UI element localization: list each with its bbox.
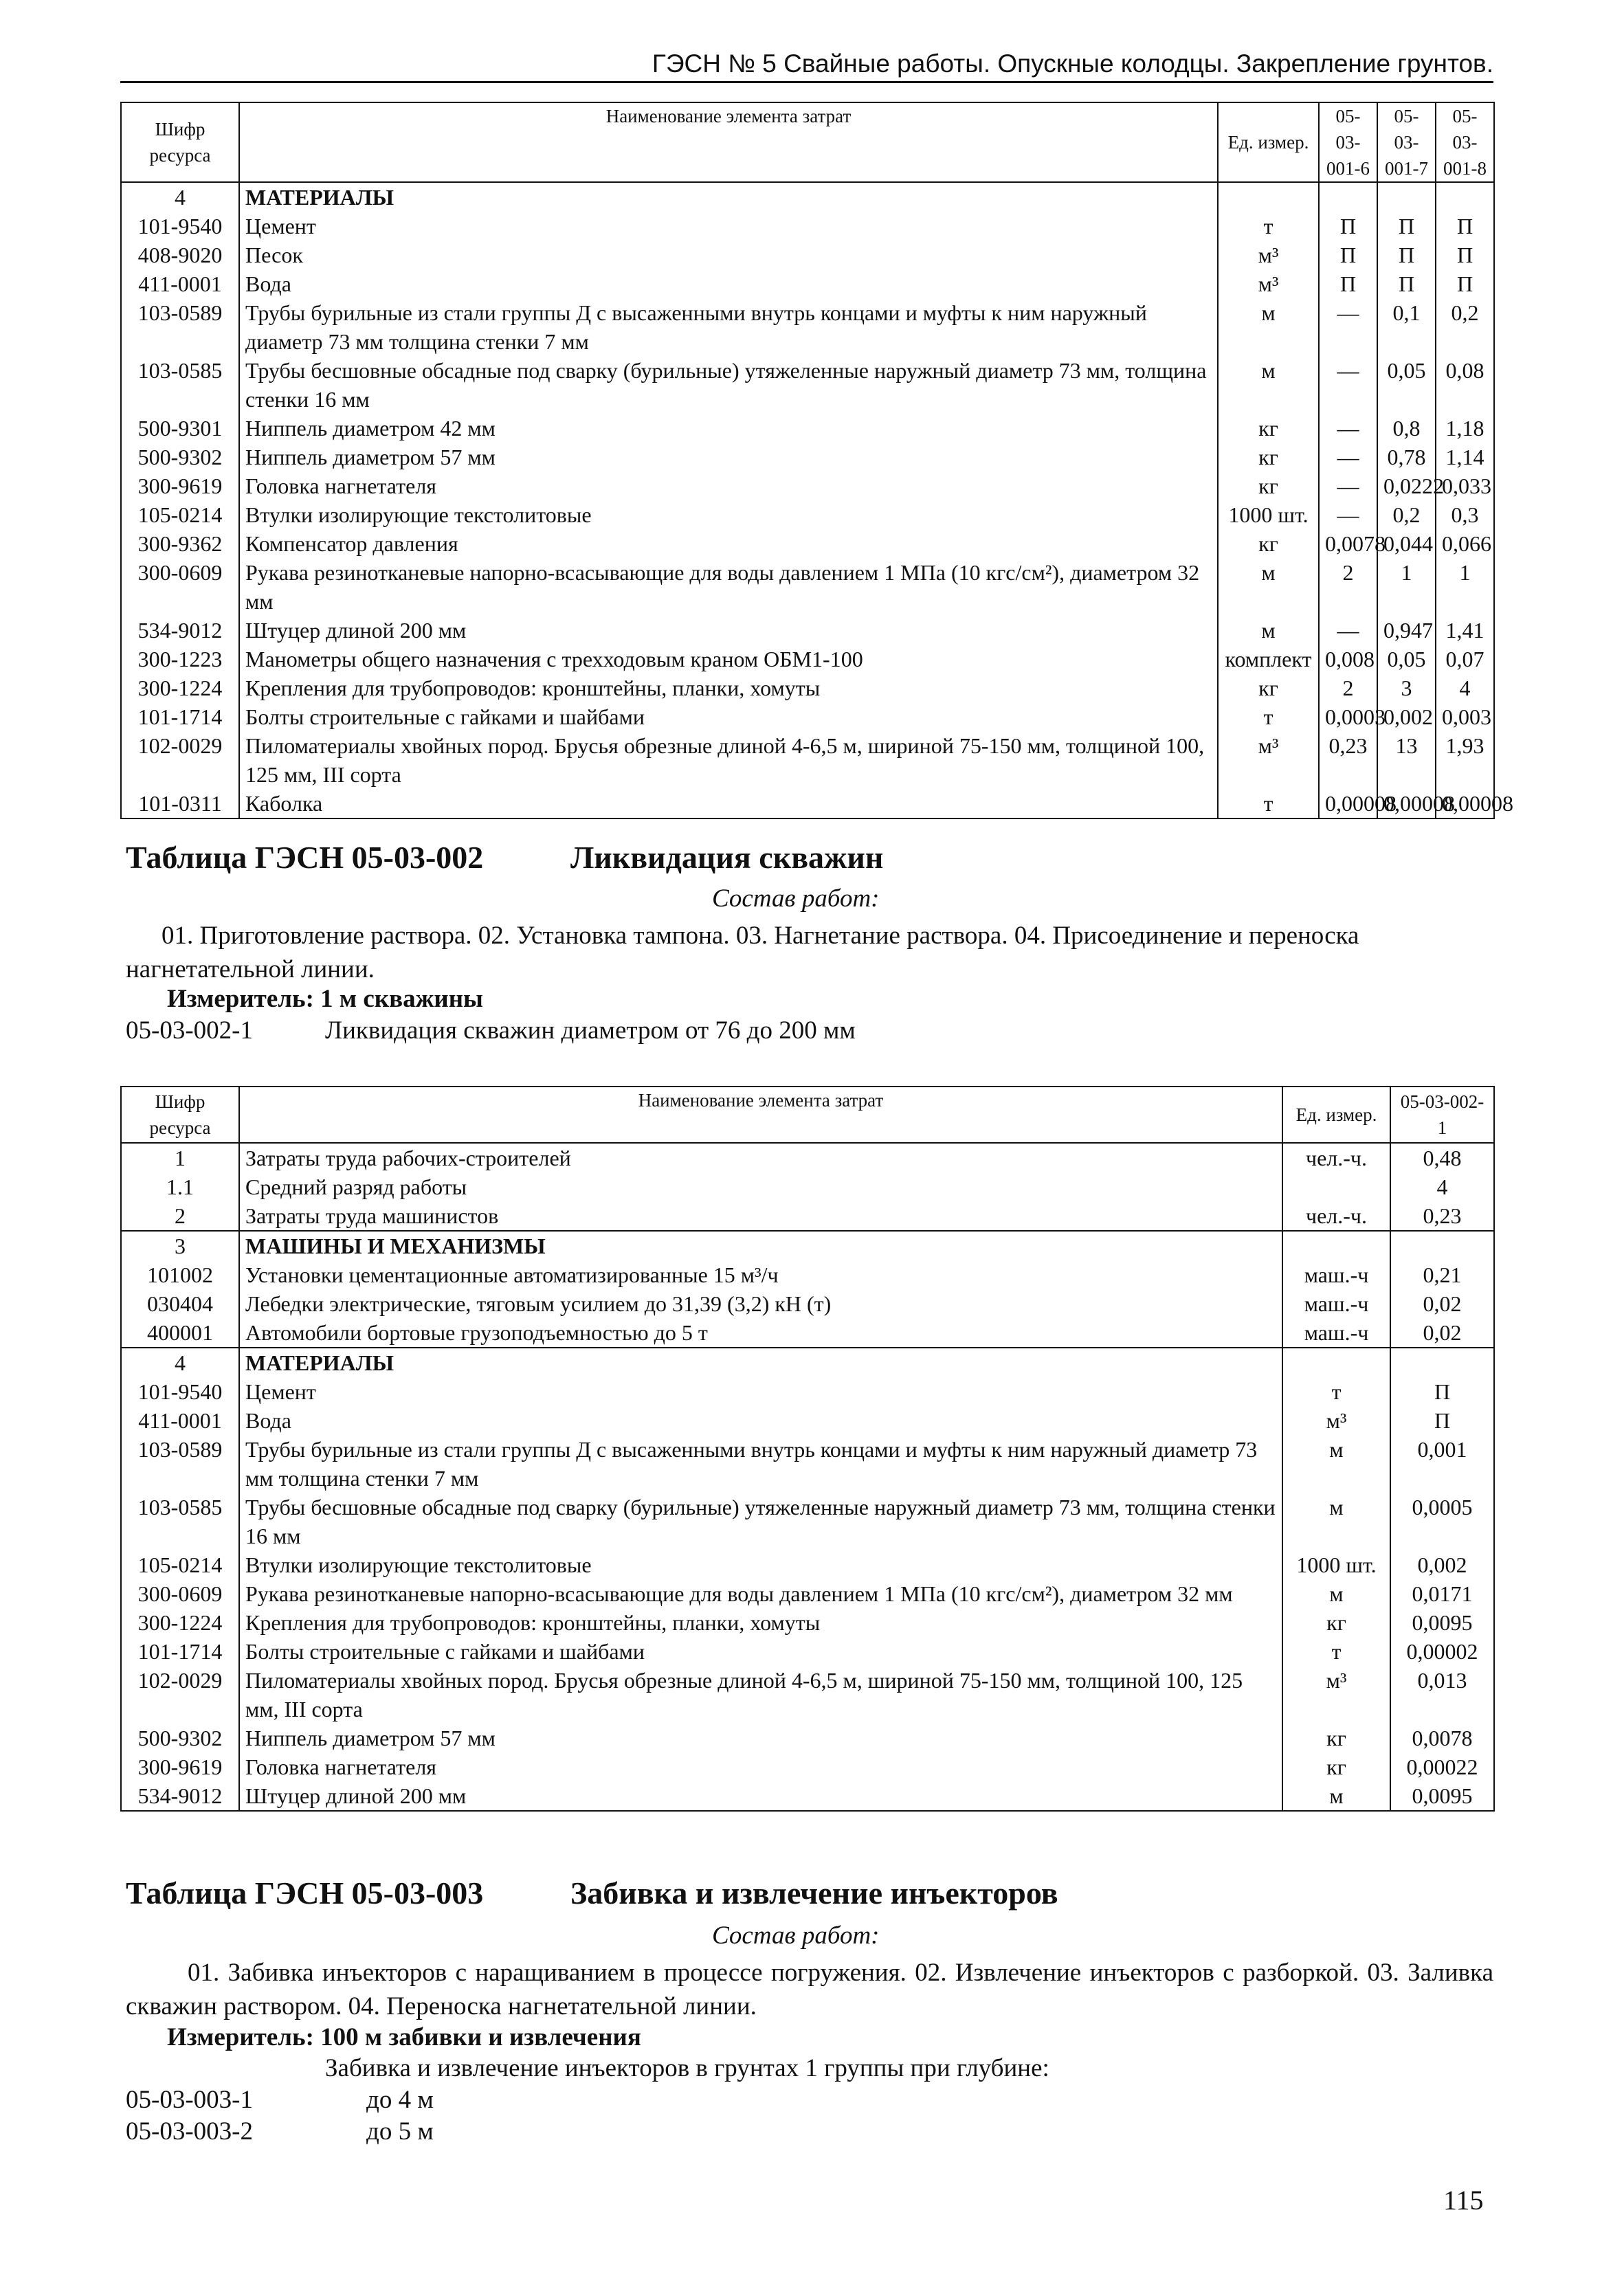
section-row <box>121 182 1494 212</box>
unit-cell: кг <box>1218 673 1319 702</box>
resource-code: 101-9540 <box>121 1377 239 1406</box>
table-row <box>121 1201 1494 1231</box>
element-name: Затраты труда рабочих-строителей <box>239 1143 1282 1172</box>
resource-code: 300-9619 <box>121 471 239 500</box>
element-name: Трубы бурильные из стали группы Д с высаженными внутрь концами и муфты к ним наружный диаметр 73 мм толщина стенки 7 мм <box>239 1435 1282 1493</box>
cell-c1: 0,0005 <box>1390 1493 1494 1550</box>
element-name: Средний разряд работы <box>239 1172 1282 1201</box>
running-header <box>120 43 1493 83</box>
table-row <box>121 1435 1494 1493</box>
cell-c3: 1,18 <box>1436 414 1494 443</box>
table-row <box>121 1579 1494 1608</box>
cell-c2: 0,00008 <box>1377 789 1436 818</box>
resource-code: 411-0001 <box>121 1406 239 1435</box>
resource-code: 103-0589 <box>121 1435 239 1493</box>
cell-c1: 4 <box>1390 1172 1494 1201</box>
element-name: Ниппель диаметром 57 мм <box>239 443 1218 471</box>
unit-cell: кг <box>1218 443 1319 471</box>
element-name: Трубы бурильные из стали группы Д с высаженными внутрь концами и муфты к ним наружный диаметр 73 мм толщина стенки 7 мм <box>239 298 1218 356</box>
cell-c1: 0,0095 <box>1390 1781 1494 1811</box>
resource-code: 4 <box>121 182 239 212</box>
table2-body <box>121 1143 1494 1811</box>
table-name-05-03-003: Забивка и извлечение инъекторов <box>570 1875 1058 1911</box>
cell-c2: 0,05 <box>1377 645 1436 673</box>
unit-cell: 1000 шт. <box>1282 1550 1390 1579</box>
cell-c1: — <box>1319 414 1377 443</box>
table-row <box>121 1260 1494 1289</box>
empty-cell <box>1436 182 1494 212</box>
item-code: 05-03-003-2 <box>126 2117 253 2146</box>
unit-cell: чел.-ч. <box>1282 1143 1390 1172</box>
table-row <box>121 789 1494 818</box>
cell-c2: 0,8 <box>1377 414 1436 443</box>
unit-cell: т <box>1218 212 1319 241</box>
resource-code: 300-9362 <box>121 529 239 558</box>
works-label: Состав работ: <box>712 1922 880 1950</box>
element-name: Пиломатериалы хвойных пород. Брусья обрезные длиной 4-6,5 м, шириной 75-150 мм, толщиной 100, 125 мм, III сорта <box>239 731 1218 789</box>
cell-c1: — <box>1319 616 1377 645</box>
table-row <box>121 1752 1494 1781</box>
cell-c1: 0,001 <box>1390 1435 1494 1493</box>
section-heading: МАТЕРИАЛЫ <box>239 1348 1282 1377</box>
element-name: Вода <box>239 1406 1282 1435</box>
col-header-002-1: 05-03-002-1 <box>1390 1087 1494 1143</box>
cell-c2: 3 <box>1377 673 1436 702</box>
resource-code: 300-1223 <box>121 645 239 673</box>
unit-cell: м³ <box>1282 1406 1390 1435</box>
element-name: Песок <box>239 241 1218 269</box>
unit-cell: кг <box>1282 1724 1390 1752</box>
cell-c3: 1,41 <box>1436 616 1494 645</box>
cell-c2: 0,0222 <box>1377 471 1436 500</box>
resource-code: 300-1224 <box>121 1608 239 1637</box>
table-row <box>121 645 1494 673</box>
unit-cell: м <box>1282 1435 1390 1493</box>
table-row <box>121 1318 1494 1348</box>
works-label: Состав работ: <box>712 884 880 913</box>
table-row <box>121 269 1494 298</box>
table-row <box>121 1143 1494 1172</box>
cell-c1: 0,0003 <box>1319 702 1377 731</box>
element-name: Головка нагнетателя <box>239 471 1218 500</box>
unit-cell <box>1282 1172 1390 1201</box>
cell-c3: 0,00008 <box>1436 789 1494 818</box>
empty-cell <box>1390 1231 1494 1260</box>
cell-c1: — <box>1319 298 1377 356</box>
element-name: Автомобили бортовые грузоподъемностью до 5 т <box>239 1318 1282 1348</box>
cell-c1: 0,21 <box>1390 1260 1494 1289</box>
unit-cell: кг <box>1282 1608 1390 1637</box>
cell-c2: П <box>1377 241 1436 269</box>
table-row <box>121 1666 1494 1724</box>
col-header-001-6: 05-03-001-6 <box>1319 102 1377 182</box>
unit-cell: м <box>1218 616 1319 645</box>
table-row <box>121 616 1494 645</box>
table-row <box>121 443 1494 471</box>
cell-c1: 0,0095 <box>1390 1608 1494 1637</box>
table-row <box>121 356 1494 414</box>
cell-c3: П <box>1436 212 1494 241</box>
unit-cell: кг <box>1218 414 1319 443</box>
unit-cell: кг <box>1282 1752 1390 1781</box>
unit-cell: чел.-ч. <box>1282 1201 1390 1231</box>
table-row <box>121 1406 1494 1435</box>
resource-code: 105-0214 <box>121 500 239 529</box>
header-text: ГЭСН № 5 Свайные работы. Опускные колодцы. Закрепление грунтов. <box>652 49 1493 78</box>
cell-c1: — <box>1319 500 1377 529</box>
item-name: до 4 м <box>366 2086 434 2114</box>
section-heading: МАТЕРИАЛЫ <box>239 182 1218 212</box>
unit-cell: маш.-ч <box>1282 1289 1390 1318</box>
table-row <box>121 1493 1494 1550</box>
resource-code: 408-9020 <box>121 241 239 269</box>
empty-cell <box>1319 182 1377 212</box>
empty-cell <box>1218 182 1319 212</box>
cell-c3: 1,93 <box>1436 731 1494 789</box>
cell-c1: 2 <box>1319 558 1377 616</box>
element-name: Вода <box>239 269 1218 298</box>
col-header-name: Наименование элемента затрат <box>239 1087 1282 1143</box>
cell-c3: 1,14 <box>1436 443 1494 471</box>
table-row <box>121 1550 1494 1579</box>
cell-c1: 0,013 <box>1390 1666 1494 1724</box>
cell-c3: 0,033 <box>1436 471 1494 500</box>
table-row <box>121 558 1494 616</box>
resource-code: 101-0311 <box>121 789 239 818</box>
cell-c1: П <box>1390 1377 1494 1406</box>
cell-c2: 0,78 <box>1377 443 1436 471</box>
empty-cell <box>1377 182 1436 212</box>
element-name: Головка нагнетателя <box>239 1752 1282 1781</box>
table-title-05-03-003: Таблица ГЭСН 05-03-003 <box>126 1875 484 1911</box>
resource-code: 103-0589 <box>121 298 239 356</box>
col-header-001-8: 05-03-001-8 <box>1436 102 1494 182</box>
cell-c1: 0,23 <box>1319 731 1377 789</box>
norms-table-05-03-002 <box>120 1086 1495 1812</box>
unit-cell: м³ <box>1218 731 1319 789</box>
table-row <box>121 529 1494 558</box>
cell-c3: 0,07 <box>1436 645 1494 673</box>
resource-code: 534-9012 <box>121 1781 239 1811</box>
element-name: Манометры общего назначения с трехходовым краном ОБМ1-100 <box>239 645 1218 673</box>
resource-code: 500-9302 <box>121 443 239 471</box>
page-number: 115 <box>1443 2185 1484 2216</box>
item-code: 05-03-002-1 <box>126 1016 253 1045</box>
cell-c1: 0,23 <box>1390 1201 1494 1231</box>
measure-unit: Измеритель: 100 м забивки и извлечения <box>167 2023 641 2051</box>
cell-c3: 0,3 <box>1436 500 1494 529</box>
unit-cell: м <box>1282 1579 1390 1608</box>
unit-cell: м <box>1282 1781 1390 1811</box>
table-row <box>121 1289 1494 1318</box>
section-heading: МАШИНЫ И МЕХАНИЗМЫ <box>239 1231 1282 1260</box>
table-row <box>121 212 1494 241</box>
unit-cell: т <box>1282 1637 1390 1666</box>
resource-code: 400001 <box>121 1318 239 1348</box>
col-header-001-7: 05-03-001-7 <box>1377 102 1436 182</box>
cell-c1: П <box>1319 241 1377 269</box>
element-name: Установки цементационные автоматизированные 15 м³/ч <box>239 1260 1282 1289</box>
col-header-unit: Ед. измер. <box>1282 1087 1390 1143</box>
col-header-code: Шифр ресурса <box>121 102 239 182</box>
element-name: Крепления для трубопроводов: кронштейны, планки, хомуты <box>239 673 1218 702</box>
items-intro: Забивка и извлечение инъекторов в грунтах 1 группы при глубине: <box>325 2054 1049 2082</box>
cell-c1: 0,00022 <box>1390 1752 1494 1781</box>
cell-c1: П <box>1390 1406 1494 1435</box>
unit-cell: м³ <box>1218 241 1319 269</box>
table1-body <box>121 182 1513 818</box>
unit-cell: т <box>1282 1377 1390 1406</box>
cell-c3: 0,2 <box>1436 298 1494 356</box>
table-row <box>121 673 1494 702</box>
cell-c1: 0,00002 <box>1390 1637 1494 1666</box>
cell-c1: 0,00008 <box>1319 789 1377 818</box>
cell-c1: 0,02 <box>1390 1318 1494 1348</box>
cell-c1: 2 <box>1319 673 1377 702</box>
cell-c1: — <box>1319 356 1377 414</box>
cell-c1: 0,02 <box>1390 1289 1494 1318</box>
resource-code: 103-0585 <box>121 1493 239 1550</box>
cell-c1: 0,48 <box>1390 1143 1494 1172</box>
resource-code: 534-9012 <box>121 616 239 645</box>
unit-cell: м <box>1218 298 1319 356</box>
unit-cell: 1000 шт. <box>1218 500 1319 529</box>
col-header-name: Наименование элемента затрат <box>239 102 1218 182</box>
cell-c2: 0,1 <box>1377 298 1436 356</box>
cell-c1: — <box>1319 471 1377 500</box>
table-row <box>121 731 1494 789</box>
element-name: Болты строительные с гайками и шайбами <box>239 1637 1282 1666</box>
resource-code: 101-9540 <box>121 212 239 241</box>
cell-c1: П <box>1319 269 1377 298</box>
element-name: Болты строительные с гайками и шайбами <box>239 702 1218 731</box>
table-row <box>121 702 1494 731</box>
table-row <box>121 1377 1494 1406</box>
unit-cell: т <box>1218 789 1319 818</box>
element-name: Компенсатор давления <box>239 529 1218 558</box>
unit-cell: т <box>1218 702 1319 731</box>
cell-c1: 0,0078 <box>1390 1724 1494 1752</box>
cell-c3: 0,08 <box>1436 356 1494 414</box>
element-name: Рукава резинотканевые напорно-всасывающие для воды давлением 1 МПа (10 кгс/см²), диаметром 32 мм <box>239 1579 1282 1608</box>
cell-c1: 0,002 <box>1390 1550 1494 1579</box>
empty-cell <box>1282 1231 1390 1260</box>
element-name: Втулки изолирующие текстолитовые <box>239 1550 1282 1579</box>
element-name: Трубы бесшовные обсадные под сварку (бурильные) утяжеленные наружный диаметр 73 мм, толщина стенки 16 мм <box>239 356 1218 414</box>
resource-code: 300-0609 <box>121 558 239 616</box>
element-name: Штуцер длиной 200 мм <box>239 616 1218 645</box>
cell-c1: 0,0078 <box>1319 529 1377 558</box>
resource-code: 030404 <box>121 1289 239 1318</box>
cell-c3: П <box>1436 241 1494 269</box>
resource-code: 500-9301 <box>121 414 239 443</box>
cell-c2: 0,044 <box>1377 529 1436 558</box>
resource-code: 1 <box>121 1143 239 1172</box>
element-name: Каболка <box>239 789 1218 818</box>
cell-c2: П <box>1377 269 1436 298</box>
cell-c1: — <box>1319 443 1377 471</box>
item-name: Ликвидация скважин диаметром от 76 до 200 мм <box>325 1016 856 1045</box>
resource-code: 4 <box>121 1348 239 1377</box>
element-name: Лебедки электрические, тяговым усилием до 31,39 (3,2) кН (т) <box>239 1289 1282 1318</box>
cell-c1: П <box>1319 212 1377 241</box>
unit-cell: маш.-ч <box>1282 1318 1390 1348</box>
table-row <box>121 1637 1494 1666</box>
table-row <box>121 1724 1494 1752</box>
cell-c2: П <box>1377 212 1436 241</box>
unit-cell: м³ <box>1282 1666 1390 1724</box>
unit-cell: кг <box>1218 471 1319 500</box>
resource-code: 2 <box>121 1201 239 1231</box>
unit-cell: м <box>1218 558 1319 616</box>
element-name: Цемент <box>239 212 1218 241</box>
resource-code: 3 <box>121 1231 239 1260</box>
col-header-code: Шифр ресурса <box>121 1087 239 1143</box>
resource-code: 101-1714 <box>121 1637 239 1666</box>
element-name: Штуцер длиной 200 мм <box>239 1781 1282 1811</box>
element-name: Крепления для трубопроводов: кронштейны, планки, хомуты <box>239 1608 1282 1637</box>
cell-c2: 13 <box>1377 731 1436 789</box>
element-name: Втулки изолирующие текстолитовые <box>239 500 1218 529</box>
cell-c2: 0,2 <box>1377 500 1436 529</box>
cell-c1: 0,0171 <box>1390 1579 1494 1608</box>
unit-cell: м <box>1282 1493 1390 1550</box>
resource-code: 300-9619 <box>121 1752 239 1781</box>
works-description: 01. Приготовление раствора. 02. Установка тампона. 03. Нагнетание раствора. 04. Присоединение и переноска нагнетательной линии. <box>126 922 1359 983</box>
unit-cell: м <box>1218 356 1319 414</box>
unit-cell: кг <box>1218 529 1319 558</box>
element-name: Затраты труда машинистов <box>239 1201 1282 1231</box>
cell-c2: 1 <box>1377 558 1436 616</box>
resource-code: 101-1714 <box>121 702 239 731</box>
cell-c2: 0,002 <box>1377 702 1436 731</box>
resource-code: 1.1 <box>121 1172 239 1201</box>
table-row <box>121 1608 1494 1637</box>
cell-c3: П <box>1436 269 1494 298</box>
table-row <box>121 298 1494 356</box>
element-name: Пиломатериалы хвойных пород. Брусья обрезные длиной 4-6,5 м, шириной 75-150 мм, толщиной 100, 125 мм, III сорта <box>239 1666 1282 1724</box>
table-row <box>121 1172 1494 1201</box>
cell-c3: 4 <box>1436 673 1494 702</box>
element-name: Рукава резинотканевые напорно-всасывающие для воды давлением 1 МПа (10 кгс/см²), диаметром 32 мм <box>239 558 1218 616</box>
resource-code: 102-0029 <box>121 1666 239 1724</box>
norms-table-05-03-001 <box>120 102 1513 819</box>
element-name: Трубы бесшовные обсадные под сварку (бурильные) утяжеленные наружный диаметр 73 мм, толщина стенки 16 мм <box>239 1493 1282 1550</box>
cell-c3: 0,003 <box>1436 702 1494 731</box>
item-code: 05-03-003-1 <box>126 2086 253 2114</box>
table-row <box>121 1781 1494 1811</box>
works-description: 01. Забивка инъекторов с наращиванием в процессе погружения. 02. Извлечение инъекторов с разборкой. 03. Заливка скважин раствором. 04. Переноска нагнетательной линии. <box>126 1959 1493 2020</box>
resource-code: 103-0585 <box>121 356 239 414</box>
unit-cell: маш.-ч <box>1282 1260 1390 1289</box>
cell-c3: 1 <box>1436 558 1494 616</box>
unit-cell: м³ <box>1218 269 1319 298</box>
cell-c2: 0,947 <box>1377 616 1436 645</box>
resource-code: 101002 <box>121 1260 239 1289</box>
unit-cell: комплект <box>1218 645 1319 673</box>
table-row <box>121 241 1494 269</box>
element-name: Ниппель диаметром 57 мм <box>239 1724 1282 1752</box>
element-name: Ниппель диаметром 42 мм <box>239 414 1218 443</box>
table-name-05-03-002: Ликвидация скважин <box>570 840 884 875</box>
resource-code: 105-0214 <box>121 1550 239 1579</box>
cell-c2: 0,05 <box>1377 356 1436 414</box>
table-row <box>121 500 1494 529</box>
resource-code: 300-0609 <box>121 1579 239 1608</box>
empty-cell <box>1282 1348 1390 1377</box>
cell-c3: 0,066 <box>1436 529 1494 558</box>
section-row <box>121 1231 1494 1260</box>
table-row <box>121 414 1494 443</box>
table-row <box>121 471 1494 500</box>
resource-code: 102-0029 <box>121 731 239 789</box>
item-name: до 5 м <box>366 2117 434 2146</box>
empty-cell <box>1390 1348 1494 1377</box>
section-row <box>121 1348 1494 1377</box>
resource-code: 300-1224 <box>121 673 239 702</box>
measure-unit: Измеритель: 1 м скважины <box>167 985 483 1013</box>
cell-c1: 0,008 <box>1319 645 1377 673</box>
element-name: Цемент <box>239 1377 1282 1406</box>
col-header-unit: Ед. измер. <box>1218 102 1319 182</box>
resource-code: 411-0001 <box>121 269 239 298</box>
resource-code: 500-9302 <box>121 1724 239 1752</box>
table-title-05-03-002: Таблица ГЭСН 05-03-002 <box>126 840 484 875</box>
